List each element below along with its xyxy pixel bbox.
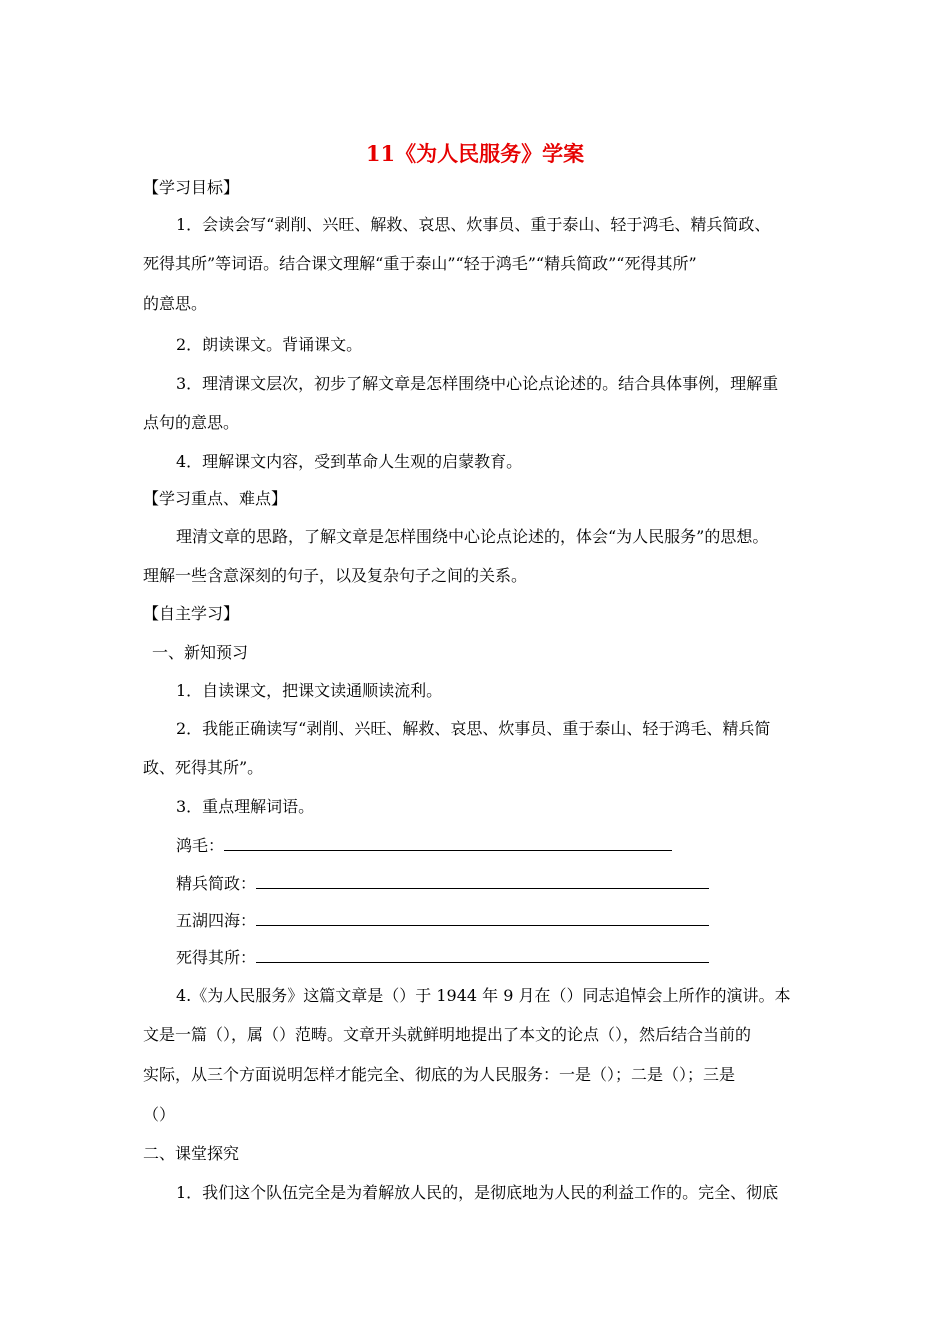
vocab-label: 死得其所： [176,948,257,967]
inquiry-item-1: 1．我们这个队伍完全是为着解放人民的，是彻底地为人民的利益工作的。完全、彻底 [176,1183,779,1202]
answer-blank[interactable] [256,946,709,963]
vocab-label: 五湖四海： [176,911,257,930]
part-2-heading: 二、课堂探究 [143,1144,240,1163]
preview-item-4-line-3: 实际，从三个方面说明怎样才能完全、彻底的为人民服务：一是（）；二是（）；三是 [143,1065,736,1084]
goal-3-line-1: 3．理清课文层次，初步了解文章是怎样围绕中心论点论述的。结合具体事例，理解重 [176,374,779,393]
goal-3-line-2: 点句的意思。 [143,413,240,432]
vocab-row-jingbingjianzheng [176,872,709,895]
section-heading-keys: 【学习重点、难点】 [143,489,288,508]
preview-item-1: 1．自读课文，把课文读通顺读流利。 [176,681,443,700]
goal-2: 2．朗读课文。背诵课文。 [176,335,363,354]
preview-item-4-line-1: 4.《为人民服务》这篇文章是（）于 1944 年 9 月在（）同志追悼会上所作的演讲。本 [176,986,791,1005]
preview-item-3: 3．重点理解词语。 [176,797,315,816]
section-heading-self-study: 【自主学习】 [143,604,240,623]
keys-line-2: 理解一些含意深刻的句子，以及复杂句子之间的关系。 [143,566,528,585]
vocab-row-sidеqisuo [176,946,709,969]
vocab-label: 精兵简政： [176,874,257,893]
preview-item-4-line-2: 文是一篇（），属（）范畴。文章开头就鲜明地提出了本文的论点（），然后结合当前的 [143,1025,752,1044]
section-heading-goals: 【学习目标】 [143,178,240,197]
preview-item-2-line-1: 2．我能正确读写“剥削、兴旺、解救、哀思、炊事员、重于泰山、轻于鸿毛、精兵简 [176,719,771,738]
page-title: 11《为人民服务》学案 [365,141,585,166]
goal-4: 4．理解课文内容，受到革命人生观的启蒙教育。 [176,452,523,471]
preview-item-2-line-2: 政、死得其所”。 [143,758,264,777]
part-1-heading: 一、新知预习 [152,643,249,662]
keys-line-1: 理清文章的思路，了解文章是怎样围绕中心论点论述的，体会“为人民服务”的思想。 [176,527,769,546]
goal-1-line-3: 的意思。 [143,294,208,313]
answer-blank[interactable] [256,909,709,926]
vocab-label: 鸿毛： [176,836,225,855]
goal-1-line-2: 死得其所”等词语。结合课文理解“重于泰山”“轻于鸿毛”“精兵简政”“死得其所” [143,254,697,273]
goal-1-line-1: 1．会读会写“剥削、兴旺、解救、哀思、炊事员、重于泰山、轻于鸿毛、精兵简政、 [176,215,771,234]
vocab-row-hongmao [176,834,672,857]
vocab-row-wuhusihai [176,909,709,932]
answer-blank[interactable] [224,834,672,851]
answer-blank[interactable] [256,872,709,889]
preview-item-4-line-4: （） [143,1105,176,1124]
